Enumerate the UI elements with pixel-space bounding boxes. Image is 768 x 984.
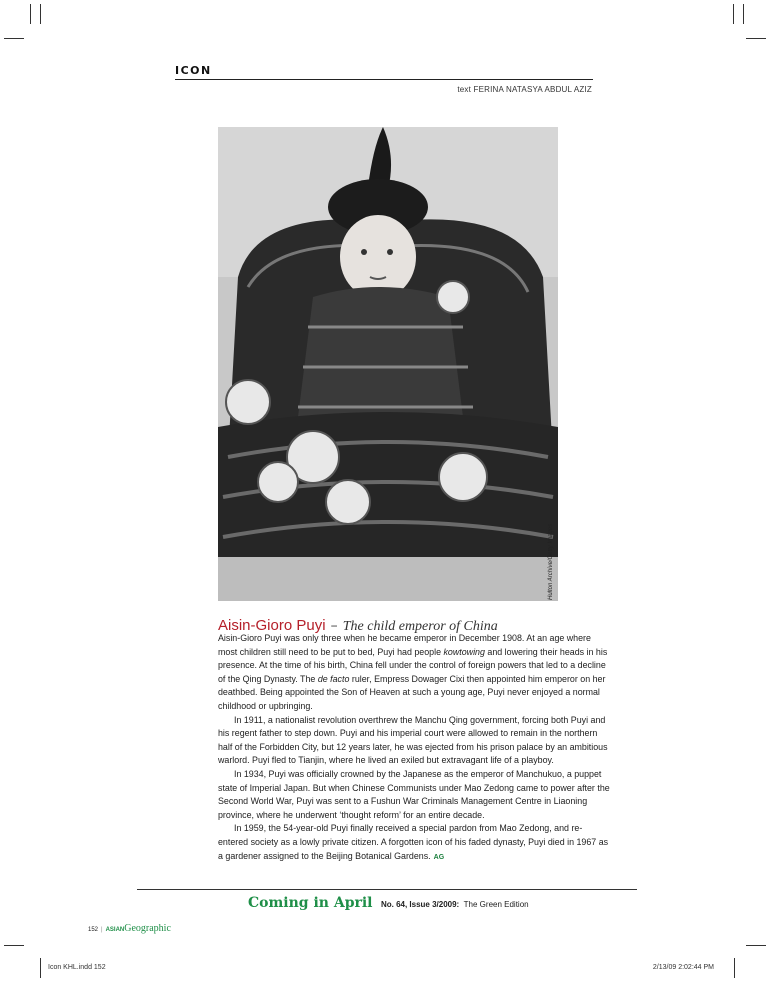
paragraph-3: In 1934, Puyi was officially crowned by the Japanese as the emperor of Manchukuo, a puppet state of Imperial Japan. But when Chinese Communists under Mao Zedong came to power after the Second World War, Puyi was sent to a Fushun War Criminals Management Centre in Liaoning province, where he underwent ‘thought reform’ for an entire decade. — [218, 768, 610, 820]
section-label: ICON — [175, 64, 212, 77]
crop-mark — [4, 945, 24, 946]
crop-mark — [733, 4, 734, 24]
crop-mark — [746, 38, 766, 39]
headline-subtitle: The child emperor of China — [342, 619, 498, 634]
coming-issue: No. 64, Issue 3/2009: — [380, 900, 460, 909]
header-rule — [175, 79, 593, 80]
folio — [88, 923, 171, 934]
byline: text FERINA NATASYA ABDUL AZIZ — [457, 85, 592, 94]
crop-mark — [734, 958, 735, 978]
paragraph-2: In 1911, a nationalist revolution overthrew the Manchu Qing government, forcing both Puyi and his regent father to step down. Puyi and his imperial court were allowed to remain in the northern half of the Forbidden City, but 12 years later, he was ejected from his prison palace by an ambitious warlord. Puyi fled to Tianjin, where he lived an exiled but extravagant life of a playboy. — [218, 714, 608, 766]
signoff: AG — [433, 853, 445, 861]
paragraph-1: Aisin-Gioro Puyi was only three when he became emperor in December 1908. At an age where most children still need to be put to bed, Puyi had people kowtowing and lowering their heads in his presence. At the time of his birth, China fell under the control of foreign powers that led to a decline of the Qing Dynasty. The de facto ruler, Empress Dowager Cixi then appointed him emperor on her deathbed. Being appointed the Son of Heaven at such a young age, Puyi never enjoyed a normal childhood or upbringing. — [218, 633, 608, 711]
crop-mark — [4, 38, 24, 39]
paragraph-4: In 1959, the 54-year-old Puyi finally received a special pardon from Mao Zedong, and re-entered society as a lowly private citizen. A forgotten icon of his faded dynasty, Puyi died in 1967 as a gardener assigned to the Beijing Botanical Gardens. AG — [218, 823, 609, 861]
file-slug: Icon KHL.indd 152 — [48, 964, 106, 971]
folio-divider: | — [101, 927, 103, 933]
headline-dash: – — [330, 618, 338, 634]
coming-label: Coming in April — [248, 895, 373, 911]
coming-next-banner — [248, 894, 529, 912]
footer-rule — [137, 889, 637, 890]
crop-mark — [40, 958, 41, 978]
print-timestamp: 2/13/09 2:02:44 PM — [652, 964, 714, 971]
portrait-illustration — [218, 127, 558, 601]
brand-logo: ASIANGeographic — [105, 923, 171, 934]
crop-mark — [40, 4, 41, 24]
crop-mark — [746, 945, 766, 946]
crop-mark — [30, 4, 31, 24]
page-number: 152 — [88, 927, 99, 933]
headline-name: Aisin-Gioro Puyi — [218, 617, 326, 634]
portrait-photo — [218, 127, 558, 601]
photo-credit: Hulton Archive/Getty Images — [548, 523, 554, 600]
article-body — [218, 632, 612, 864]
crop-mark — [743, 4, 744, 24]
coming-edition: The Green Edition — [463, 900, 529, 909]
